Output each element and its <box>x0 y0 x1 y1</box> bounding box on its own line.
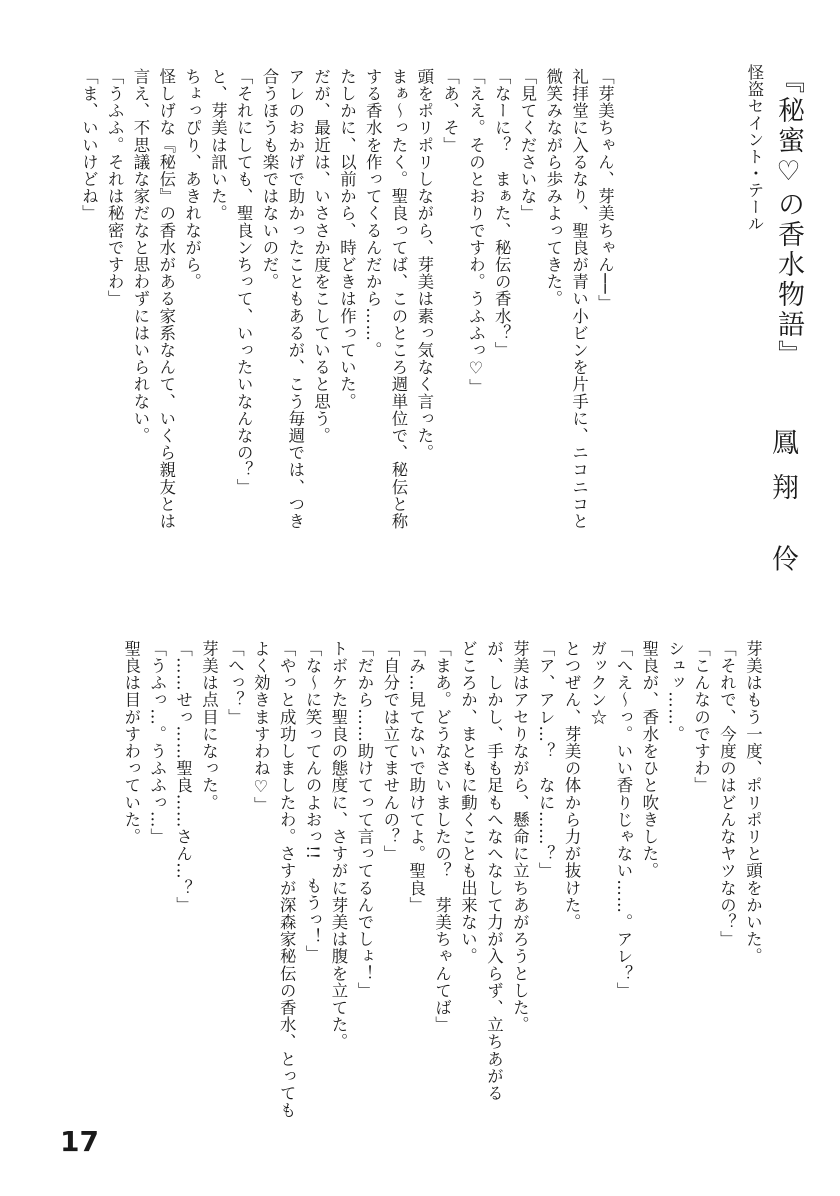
text-line: 微笑みながら歩みよってきた。 <box>543 68 563 308</box>
story-title: 『秘蜜♡の香水物語』 <box>773 66 804 370</box>
text-line: とつぜん、芽美の体から力が抜けた。 <box>562 640 582 931</box>
text-line: 芽美は点目になった。 <box>199 640 219 811</box>
text-line: が、しかし、手も足もへなへなして力が入らず、立ちあがる <box>484 640 504 1102</box>
text-line: 聖良は目がすわっていた。 <box>121 640 141 846</box>
text-line: 「見てくださいな」 <box>518 68 537 222</box>
text-line: 「だから……助けてって言ってるんでしょ！」 <box>354 640 374 1000</box>
text-line: よく効きますわね♡」 <box>251 640 271 814</box>
text-line: どころか、まともに動くことも出来ない。 <box>458 640 478 965</box>
text-line: 「ま、いいけどね」 <box>79 68 99 222</box>
text-line: 「……せっ……聖良……さん…？」 <box>173 640 193 914</box>
text-line: 「芽美ちゃん、芽美ちゃん──」 <box>595 68 615 312</box>
text-line: 「こんなのですわ」 <box>691 640 711 794</box>
author-name: 鳳翔 伶 <box>767 428 798 590</box>
text-line: 芽美はもう一度、ポリポリと頭をかいた。 <box>743 640 763 965</box>
text-line: 怪しげな『秘伝』の香水がある家系なんて、いくら親友とは <box>156 68 176 530</box>
text-line: 「あ、そ」 <box>440 68 460 154</box>
text-line: トボケた聖良の態度に、さすがに芽美は腹を立てた。 <box>329 640 348 1051</box>
page-number: 17 <box>60 1125 99 1158</box>
text-line: 「自分では立てませんの？」 <box>380 640 400 863</box>
series-title: 怪盗セイント・テール <box>745 64 764 232</box>
text-line: 「うふっ…。うふふっ…」 <box>147 640 167 846</box>
text-line: と、芽美は訊いた。 <box>208 68 228 222</box>
text-line: 礼拝堂に入るなり、聖良が青い小ビンを片手に、ニコニコと <box>569 68 589 530</box>
text-line: 「ア、アレ…？ なに……？」 <box>536 640 556 880</box>
text-line: 「へっ？」 <box>225 640 245 726</box>
text-line: 頭をポリポリしながら、芽美は素っ気なく言った。 <box>414 68 434 462</box>
text-line: 言え、不思議な家だなと思わずにはいられない。 <box>131 68 150 445</box>
text-line: ちょっぴり、あきれながら。 <box>182 68 202 291</box>
text-line: 「それで、今度のはどんなヤツなの？」 <box>717 640 737 948</box>
text-line: 芽美はアセりながら、懸命に立ちあがろうとした。 <box>510 640 530 1034</box>
text-line: 合うほうも楽ではないのだ。 <box>260 68 279 291</box>
text-line: だが、最近は、いささか度をこしていると思う。 <box>311 68 331 445</box>
text-line: 「み…見てないで助けてよ。聖良」 <box>406 640 426 914</box>
text-line: ガックン☆ <box>588 640 607 726</box>
text-line: 「ええ。そのとおりですわ。うふふっ♡」 <box>466 68 486 396</box>
text-line: 「うふふ。それは秘密ですわ」 <box>105 68 125 308</box>
text-line: 「なーに？ まぁた、秘伝の香水？」 <box>492 68 512 359</box>
text-line: 「やっと成功しましたわ。さすが深森家秘伝の香水、とっても <box>277 640 297 1119</box>
text-line: たしかに、以前から、時どきは作っていた。 <box>337 68 357 410</box>
text-line: 「な〜に笑ってんのよおっ!! もうっ！」 <box>303 640 323 963</box>
text-line: シュッ……。 <box>665 640 685 743</box>
text-line: まぁ〜ったく。聖良ってば、このところ週単位で、秘伝と称 <box>389 68 408 530</box>
text-line: 「それにしても、聖良ンちって、いったいなんなの？」 <box>234 68 254 496</box>
text-line: する香水を作ってくるんだから……。 <box>363 68 383 359</box>
text-line: 聖良が、香水をひと吹きした。 <box>639 640 659 880</box>
text-line: 「まあ。どうなさいましたの？ 芽美ちゃんてば」 <box>432 640 452 1034</box>
text-line: 「へえ〜っ。いい香りじゃない……。アレ？」 <box>613 640 633 1000</box>
text-line: アレのおかげで助かったこともあるが、こう毎週では、つき <box>285 68 305 530</box>
